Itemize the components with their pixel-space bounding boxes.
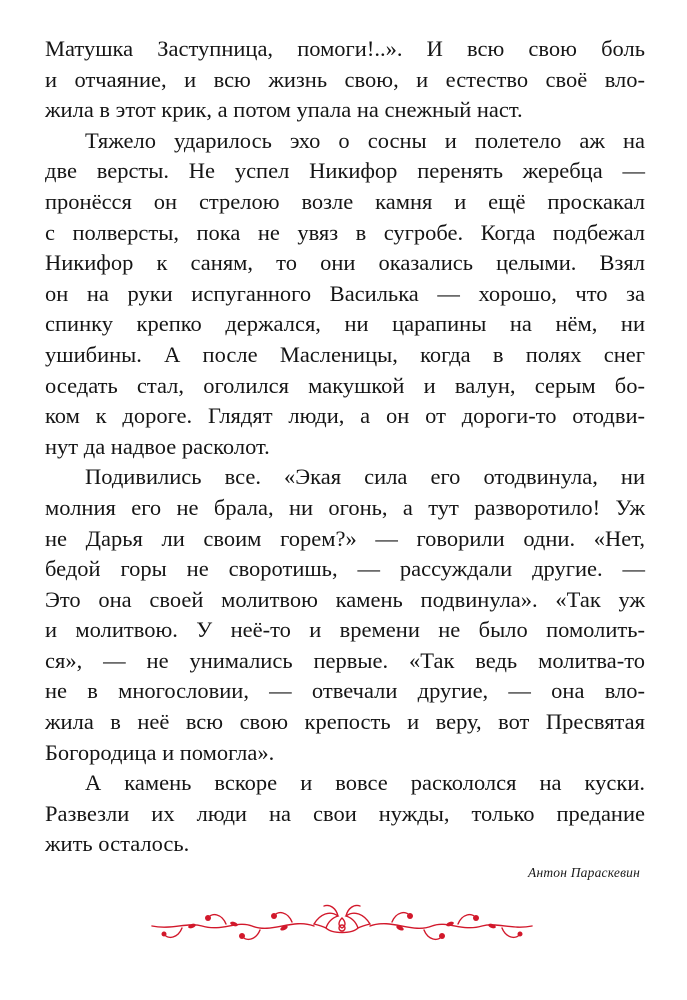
text-line: не в многословии, — отвечали другие, — она вло- xyxy=(45,678,645,704)
text-line: и отчаяние, и всю жизнь свою, и естество своё вло- xyxy=(45,66,645,92)
text-line: бедой горы не своротишь, — рассуждали другие. — xyxy=(45,556,645,582)
text-line: жила в неё всю свою крепость и веру, вот Пресвятая xyxy=(45,709,645,735)
text-line: ся», — не унимались первые. «Так ведь молитва-то xyxy=(45,647,645,673)
text-line: и молитвою. У неё-то и времени не было помолить- xyxy=(45,617,645,643)
author-signature: Антон Параскевин xyxy=(528,865,640,880)
text-line: спинку крепко держался, ни царапины на нём, ни xyxy=(45,311,645,337)
text-line: ком к дороге. Глядят люди, а он от дороги-то отодви- xyxy=(45,403,645,429)
text-line: Подивились все. «Экая сила его отодвинула, ни xyxy=(85,464,645,490)
text-line: жить осталось. xyxy=(45,831,190,857)
text-line: Богородица и помогла». xyxy=(45,739,275,765)
paragraph-4 xyxy=(45,768,645,860)
paragraph-1 xyxy=(45,34,645,126)
paragraph-2 xyxy=(45,126,645,463)
text-line: две версты. Не успел Никифор перенять жеребца — xyxy=(45,158,645,184)
text-line: Никифор к саням, то они оказались целыми. Взял xyxy=(45,250,645,276)
text-line: Тяжело ударилось эхо о сосны и полетело аж на xyxy=(85,127,645,153)
text-line: пронёсся он стрелою возле камня и ещё проскакал xyxy=(45,188,645,214)
text-line: Это она своей молитвою камень подвинула». «Так уж xyxy=(45,586,645,612)
story-text xyxy=(45,34,645,860)
paragraph-3 xyxy=(45,462,645,768)
text-line: с полверсты, пока не увяз в сугробе. Когда подбежал xyxy=(45,219,645,245)
text-line: он на руки испуганного Василька — хорошо, что за xyxy=(45,280,645,306)
text-line: Матушка Заступница, помоги!..». И всю свою боль xyxy=(45,36,645,61)
floral-birds-ornament-icon xyxy=(142,898,542,948)
text-line: А камень вскоре и вовсе раскололся на куски. xyxy=(85,770,645,796)
text-line: Развезли их люди на свои нужды, только предание xyxy=(45,800,645,826)
text-line: молния его не брала, ни огонь, а тут разворотило! Уж xyxy=(45,494,645,520)
text-line: не Дарья ли своим горем?» — говорили одни. «Нет, xyxy=(45,525,645,551)
text-line: оседать стал, оголился макушкой и валун, серым бо- xyxy=(45,372,645,398)
text-line: жила в этот крик, а потом упала на снежный наст. xyxy=(45,97,523,123)
text-line: ушибины. А после Масленицы, когда в полях снег xyxy=(45,341,645,367)
text-line: нут да надвое расколот. xyxy=(45,433,270,459)
